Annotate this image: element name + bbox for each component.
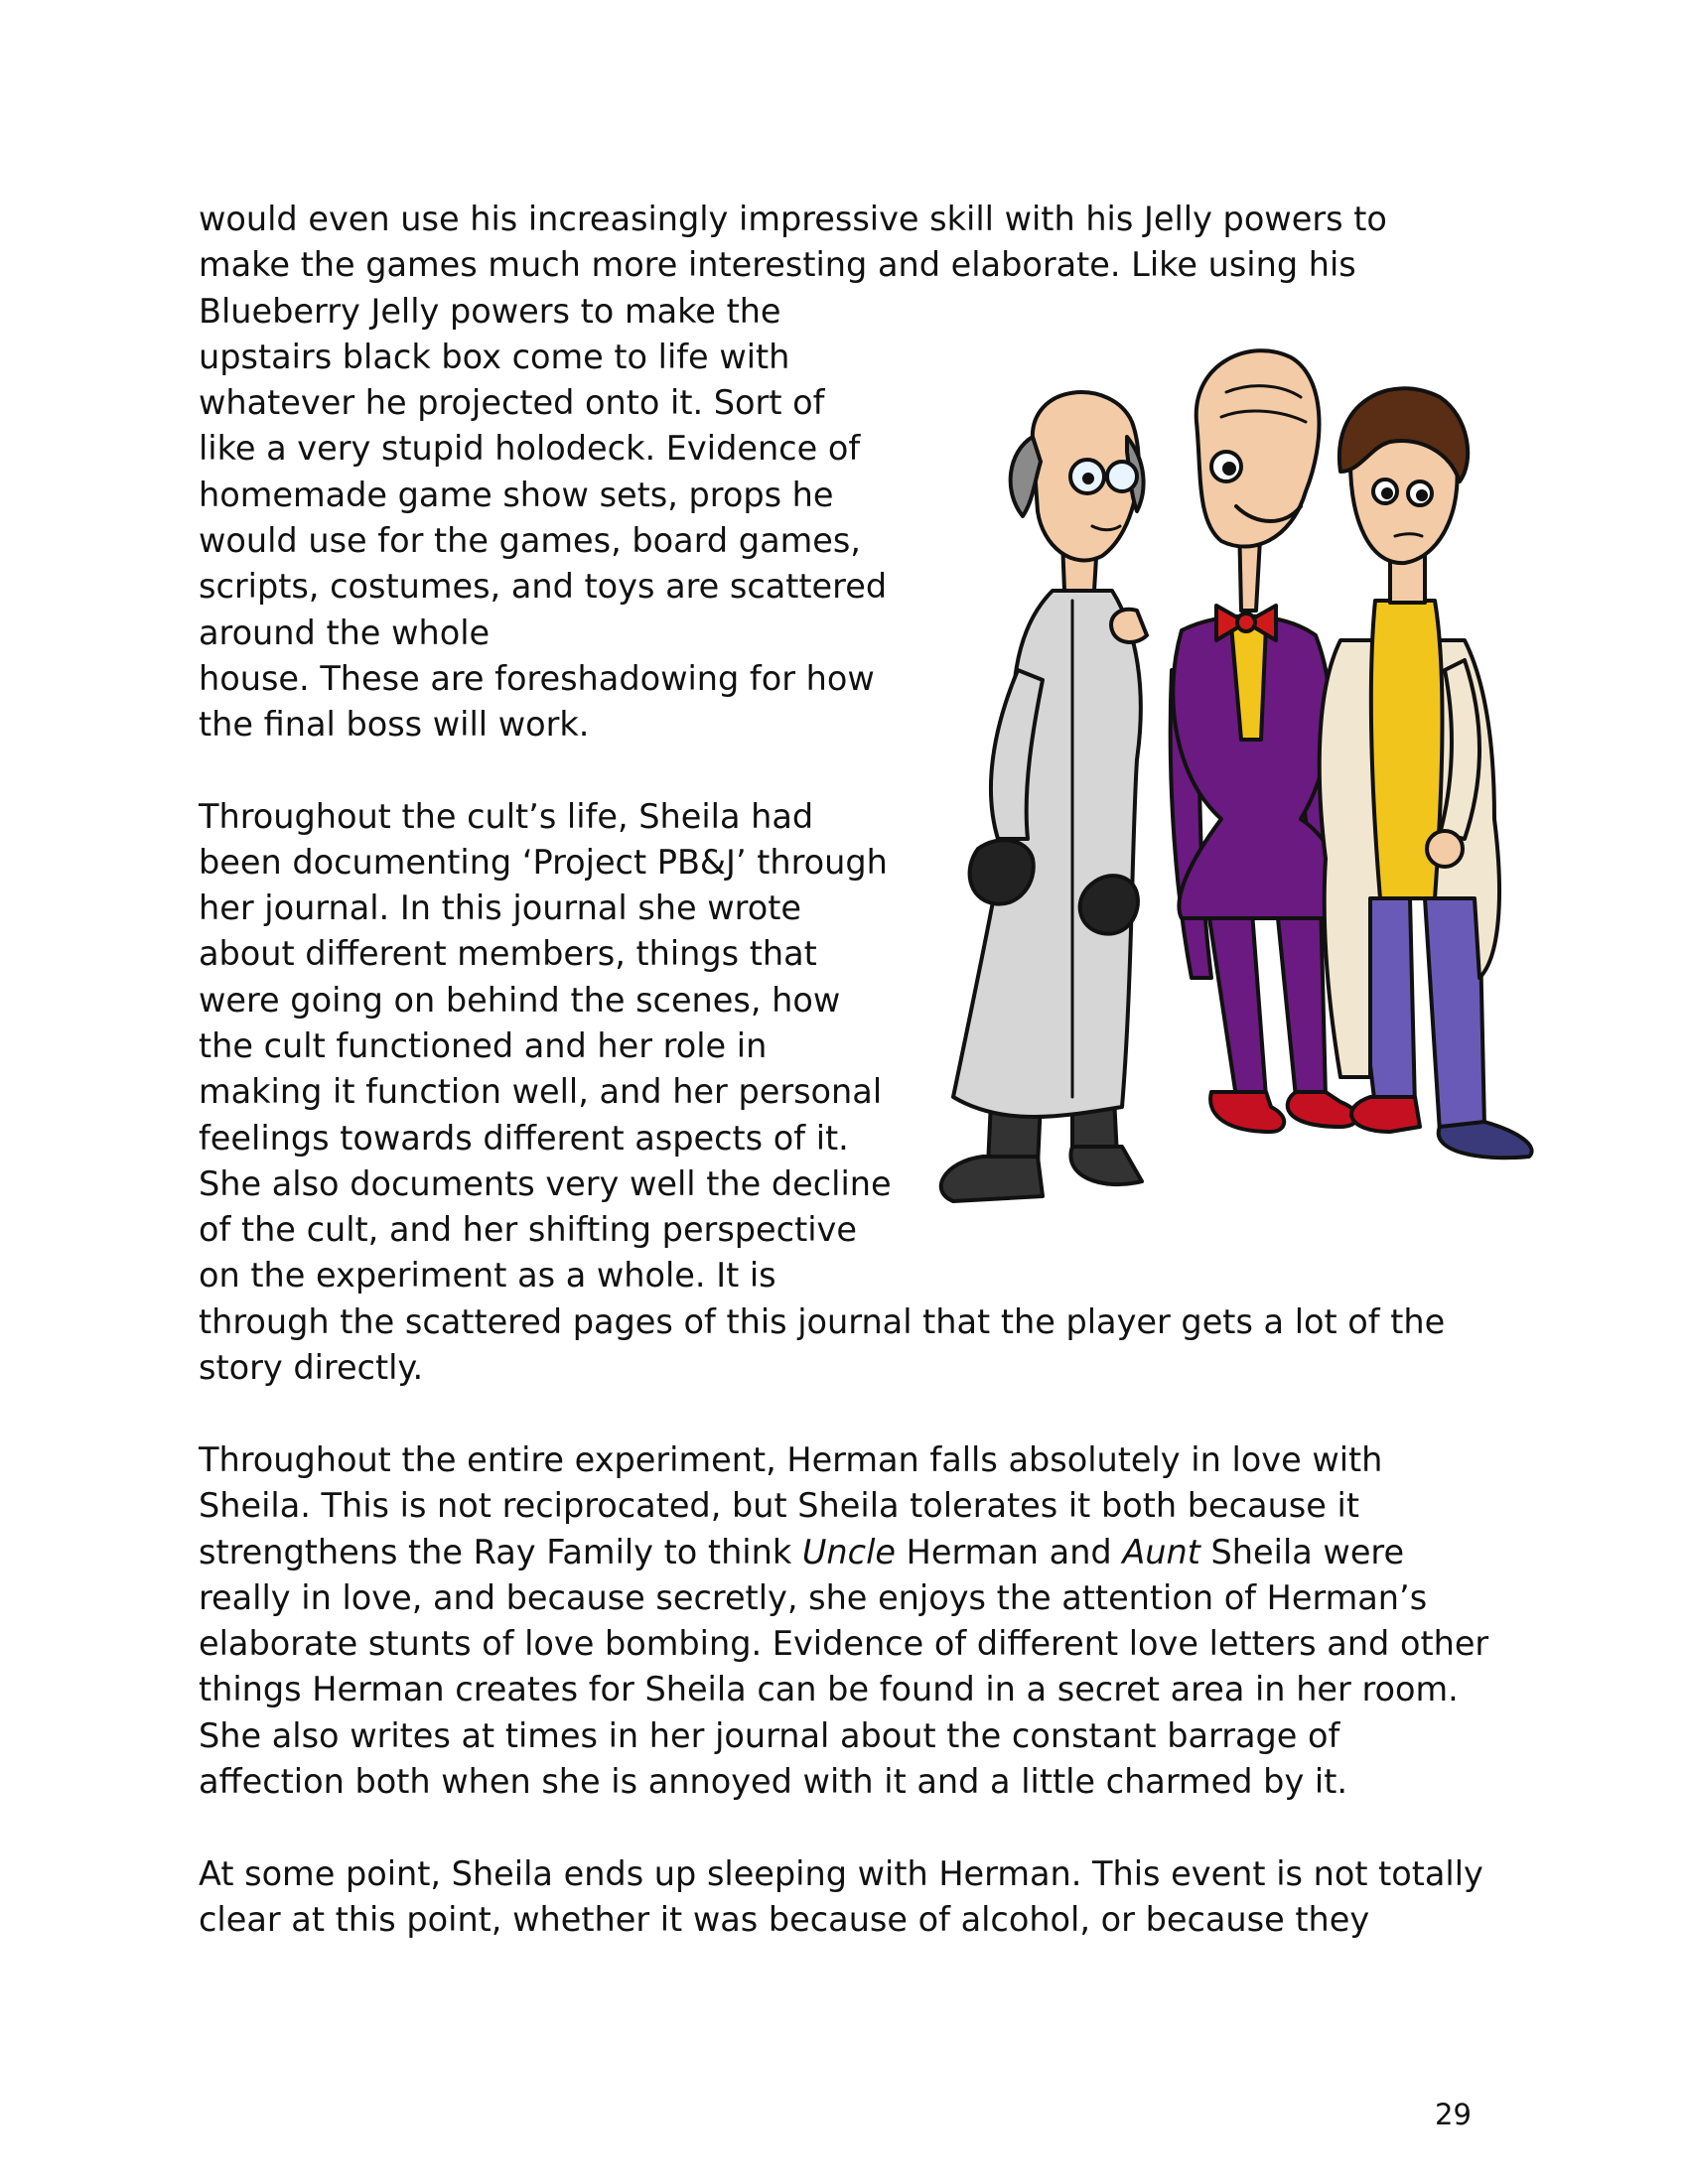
- text-line: house. These are foreshadowing for how: [199, 658, 875, 698]
- text-line: [199, 1530, 1488, 1575]
- paragraph-herman-love: [199, 1437, 1488, 1805]
- text-line: story directly.: [199, 1348, 424, 1388]
- text-line: the cult functioned and her role in: [199, 1025, 768, 1065]
- woman-character: [1320, 388, 1532, 1158]
- text-line: would even use his increasingly impressive skill with his Jelly powers to: [199, 200, 1387, 238]
- text-line: making it function well, and her personal: [199, 1072, 883, 1112]
- text-line: whatever he projected onto it. Sort of: [199, 383, 825, 423]
- text-line: through the scattered pages of this journal that the player gets a lot of the: [199, 1301, 1446, 1341]
- text-line: like a very stupid holodeck. Evidence of: [199, 429, 861, 469]
- text-line: about different members, things that: [199, 934, 817, 974]
- hand-on-shoulder: [1111, 610, 1147, 642]
- text-line: Throughout the entire experiment, Herman falls absolutely in love with: [199, 1440, 1383, 1479]
- text-run: Sheila were: [1199, 1532, 1405, 1571]
- page-number: 29: [1435, 2098, 1472, 2131]
- text-line: were going on behind the scenes, how: [199, 980, 841, 1020]
- text-line: homemade game show sets, props he: [199, 475, 834, 514]
- paragraph-jelly-powers: [199, 289, 887, 749]
- text-line: her journal. In this journal she wrote: [199, 888, 801, 928]
- text-line: scripts, costumes, and toys are scattered: [199, 567, 888, 607]
- lab-coat-character: [941, 392, 1144, 1201]
- text-line: She also documents very well the decline: [199, 1163, 892, 1203]
- emphasis-aunt: Aunt: [1122, 1532, 1200, 1571]
- text-line: At some point, Sheila ends up sleeping with Herman. This event is not totally: [199, 1854, 1483, 1893]
- emphasis-uncle: Uncle: [801, 1532, 896, 1571]
- text-line: affection both when she is annoyed with it and a little charmed by it.: [199, 1762, 1348, 1802]
- character-illustration: [923, 342, 1623, 1226]
- text-run: strengthens the Ray Family to think: [199, 1532, 802, 1571]
- text-line: Blueberry Jelly powers to make the: [199, 291, 781, 331]
- text-line: Sheila. This is not reciprocated, but Sheila tolerates it both because it: [199, 1486, 1359, 1526]
- text-line: the final boss will work.: [199, 705, 590, 745]
- text-line: would use for the games, board games,: [199, 521, 861, 561]
- text-line: things Herman creates for Sheila can be found in a secret area in her room.: [199, 1670, 1459, 1709]
- text-line: clear at this point, whether it was because of alcohol, or because they: [199, 1900, 1370, 1940]
- text-line: really in love, and because secretly, she enjoys the attention of Herman’s: [199, 1577, 1428, 1617]
- text-line: She also writes at times in her journal about the constant barrage of: [199, 1715, 1340, 1755]
- text-line: of the cult, and her shifting perspective: [199, 1210, 857, 1250]
- text-lines-top: [199, 197, 1387, 289]
- text-line: elaborate stunts of love bombing. Evidence of different love letters and other: [199, 1624, 1489, 1664]
- text-line: upstairs black box come to life with: [199, 337, 790, 376]
- text-line: around the whole: [199, 613, 491, 652]
- text-line: feelings towards different aspects of it.: [199, 1118, 849, 1158]
- text-line: Throughout the cult’s life, Sheila had: [199, 796, 814, 836]
- text-line: on the experiment as a whole. It is: [199, 1256, 776, 1296]
- text-line: make the games much more interesting and elaborate. Like using his: [199, 245, 1356, 285]
- text-run: Herman and: [896, 1532, 1123, 1571]
- paragraph-sleeping: [199, 1851, 1483, 1944]
- text-line: been documenting ‘Project PB&J’ through: [199, 842, 888, 882]
